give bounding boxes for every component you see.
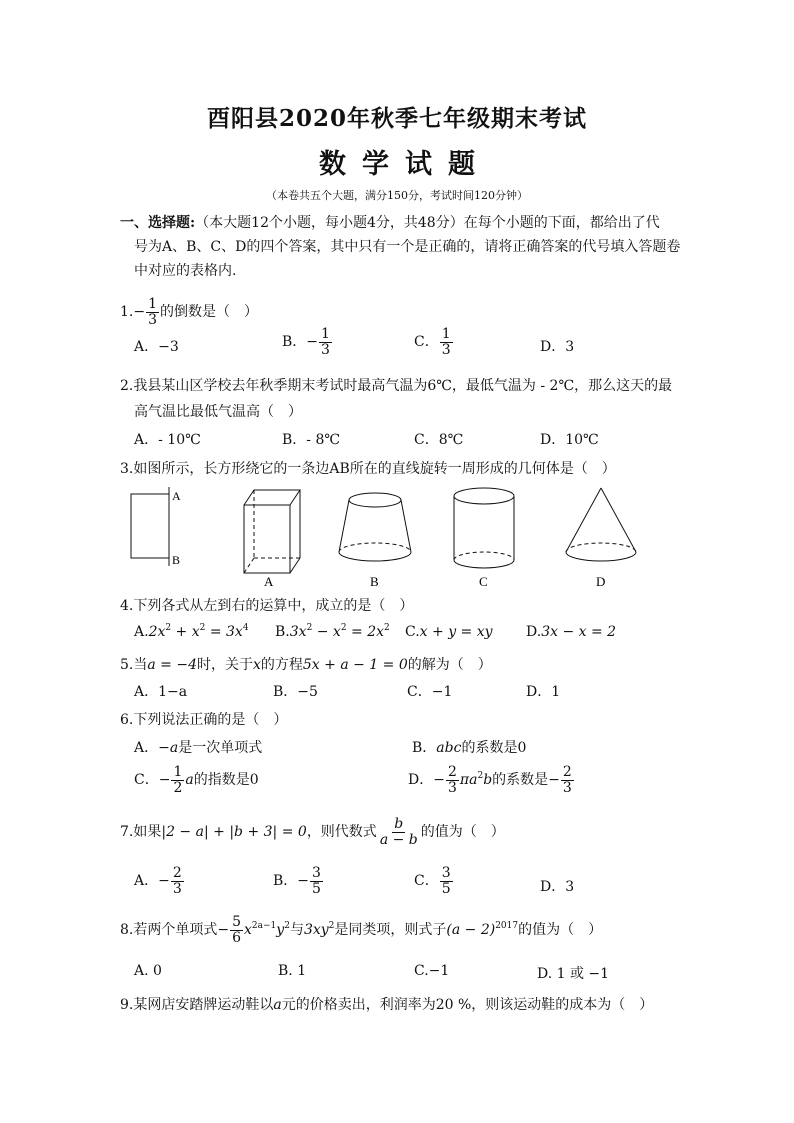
q2-option-b: B．- 8℃ xyxy=(282,432,341,448)
q1-neg: − xyxy=(133,304,146,321)
q4-a-term1: 2x xyxy=(148,624,166,640)
q1-c-num: 1 xyxy=(441,326,451,342)
q7-frac-den: a − b xyxy=(379,831,418,848)
exam-subject xyxy=(0,142,794,181)
q1-number: 1. xyxy=(120,304,134,321)
q6-d-fraction xyxy=(446,765,459,795)
q3-figures xyxy=(120,482,660,592)
q4-b-sup3: 2 xyxy=(384,623,390,633)
q1-c-label: C． xyxy=(414,334,439,351)
q8-y: y xyxy=(276,922,285,939)
q1-b-den: 3 xyxy=(321,341,330,358)
q7-c-den: 5 xyxy=(441,880,451,897)
q1-b-num: 1 xyxy=(321,326,330,342)
q1-c-fraction xyxy=(440,327,453,357)
q6-b-expr: abc xyxy=(436,740,462,756)
subject-char: 数 xyxy=(319,149,346,180)
q1-b-label: B． xyxy=(282,334,307,351)
q4-a-label: A. xyxy=(134,624,149,640)
q7-mid: ，则代数式 xyxy=(306,824,377,841)
q6-d-den: 3 xyxy=(447,779,457,796)
q7-a-fraction xyxy=(171,866,184,896)
q6-a-label: A． xyxy=(134,740,159,756)
q5-pre: 5.当 xyxy=(120,657,148,673)
q8-expr: (a − 2) xyxy=(446,922,496,939)
section1-label: 一、选择题: xyxy=(120,215,196,231)
q7-fraction xyxy=(378,817,420,847)
q4-b-sup2: 2 xyxy=(340,623,347,633)
q5-option-c: C．−1 xyxy=(407,684,453,700)
q6-c-label: C．− xyxy=(134,772,171,789)
q1-option-c xyxy=(414,327,454,357)
q7-c-num: 3 xyxy=(441,865,451,881)
section1-line2: 号为A、B、C、D的四个答案，其中只有一个是正确的，请将正确答案的代号填入答题卷 xyxy=(134,239,681,255)
q8-frac-den: 6 xyxy=(232,929,242,946)
q5-condition: a = −4 xyxy=(147,657,197,673)
q1-option-a: A．−3 xyxy=(134,339,179,355)
q8-mid2: 是同类项，则式子 xyxy=(334,922,447,939)
q4-a-term3: = 3x xyxy=(205,624,243,640)
q7-abs1: |2 − a| xyxy=(161,824,209,841)
q8-stem xyxy=(120,915,602,945)
q7-abs2: |b + 3| xyxy=(229,824,278,841)
q7-b-label: B．− xyxy=(273,873,310,890)
q3-option-d-label: D xyxy=(596,574,606,589)
q4-option-b xyxy=(275,624,390,640)
q7-post: 的值为（ ） xyxy=(420,824,505,841)
frustum-figure xyxy=(339,493,411,561)
q6-c-var: a xyxy=(185,772,194,789)
q6-d-sup: 2 xyxy=(477,771,484,782)
q5-var: x xyxy=(252,657,261,673)
q7-a-den: 3 xyxy=(172,880,182,897)
q4-a-term2: + x xyxy=(171,624,200,640)
q6-d-num2: 2 xyxy=(562,764,572,780)
q6-d-var: πa xyxy=(459,772,478,789)
q8-expr-sup: 2017 xyxy=(495,921,519,932)
q8-pre: 8.若两个单项式− xyxy=(120,922,230,939)
q8-fraction xyxy=(230,915,243,945)
q2-option-a: A．- 10℃ xyxy=(134,432,201,448)
q4-a-sup3: 4 xyxy=(242,623,249,633)
q7-option-a xyxy=(134,866,185,896)
cylinder-figure xyxy=(454,488,514,568)
q1-stem-text: 的倒数是（ ） xyxy=(160,304,259,321)
q8-frac-num: 5 xyxy=(232,914,242,930)
q7-stem xyxy=(120,817,505,847)
q6-d-fraction2 xyxy=(561,765,574,795)
q4-d-label: D. xyxy=(526,624,542,640)
exam-title: 酉阳县2020年秋季七年级期末考试 xyxy=(206,105,587,132)
q1-stem xyxy=(120,297,258,327)
q6-c-text: 的指数是0 xyxy=(193,772,259,789)
q6-c-num: 1 xyxy=(173,764,183,780)
q6-option-d xyxy=(408,765,575,795)
q5-mid: 时，关于 xyxy=(196,657,253,673)
q4-a-sup1: 2 xyxy=(165,623,172,633)
q2-line1: 2.我县某山区学校去年秋季期末考试时最高气温为6℃，最低气温为 - 2℃，那么这天的最 xyxy=(120,378,673,394)
q8-mid: 与 xyxy=(289,922,304,939)
axis-label-b: B xyxy=(172,553,181,567)
q8-option-b: B. 1 xyxy=(278,963,307,979)
section1-line1 xyxy=(120,212,660,232)
section1-line3: 中对应的表格内. xyxy=(134,263,237,279)
q1-c-den: 3 xyxy=(441,341,451,358)
q4-option-a xyxy=(134,624,249,640)
q6-d-var2: b xyxy=(483,772,493,789)
q1-frac-num: 1 xyxy=(148,296,158,312)
q8-option-d: D. 1 或 −1 xyxy=(537,966,610,982)
q8-term2: 3xy xyxy=(303,922,329,939)
q6-c-den: 2 xyxy=(173,779,183,796)
q6-d-den2: 3 xyxy=(562,779,572,796)
q1-option-d: D．3 xyxy=(540,339,575,355)
subject-char: 题 xyxy=(448,149,475,180)
q6-stem: 6.下列说法正确的是（ ） xyxy=(120,712,288,728)
q5-post: 的解为（ ） xyxy=(407,657,492,673)
q7-a-label: A．− xyxy=(134,873,170,890)
q4-option-d xyxy=(526,624,616,640)
subject-char: 试 xyxy=(405,149,432,180)
q7-b-num: 3 xyxy=(312,865,321,881)
q8-x-sup: 2a−1 xyxy=(251,921,277,932)
q9-stem xyxy=(120,994,653,1014)
q6-a-expr: −a xyxy=(158,740,179,756)
q8-option-c: C.−1 xyxy=(414,963,450,979)
q4-b-term3: = 2x xyxy=(346,624,384,640)
q4-b-sup1: 2 xyxy=(306,623,313,633)
q6-option-b xyxy=(412,737,526,757)
q6-b-label: B． xyxy=(412,740,437,756)
q7-b-fraction xyxy=(310,866,323,896)
q7-c-label: C． xyxy=(414,873,439,890)
q5-stem xyxy=(120,654,492,674)
q3-option-a-label: A xyxy=(264,574,274,589)
q2-line2: 高气温比最低气温高（ ） xyxy=(134,404,302,420)
axis-label-a: A xyxy=(172,489,181,503)
q6-b-text: 的系数是0 xyxy=(461,740,527,756)
q7-c-fraction xyxy=(440,866,453,896)
exam-note: （本卷共五个大题，满分150分，考试时间120分钟） xyxy=(266,189,528,202)
q5-mid2: 的方程 xyxy=(260,657,303,673)
q6-d-label: D．− xyxy=(408,772,445,789)
q6-option-a xyxy=(134,737,262,757)
q9-var: a xyxy=(273,997,282,1013)
q1-b-fraction xyxy=(319,327,332,357)
q4-d-expr: 3x − x = 2 xyxy=(541,624,617,640)
q9-post: 元的价格卖出，利润率为20 %，则该运动鞋的成本为（ ） xyxy=(281,997,654,1013)
q3-option-b-label: B xyxy=(370,574,379,589)
cone-figure xyxy=(566,488,636,561)
q2-option-d: D．10℃ xyxy=(540,432,599,448)
q6-option-c xyxy=(134,765,259,795)
q7-b-den: 5 xyxy=(312,880,321,897)
q3-stem: 3.如图所示，长方形绕它的一条边AB所在的直线旋转一周形成的几何体是（ ） xyxy=(120,461,616,477)
q4-c-expr: x + y = xy xyxy=(419,624,493,640)
q7-option-b xyxy=(273,866,324,896)
section1-text1: （本大题12个小题，每小题4分，共48分）在每个小题的下面，都给出了代 xyxy=(195,215,660,231)
subject-char: 学 xyxy=(362,149,389,180)
q1-fraction xyxy=(146,297,159,327)
q4-b-label: B. xyxy=(275,624,290,640)
q8-term2-sup: 2 xyxy=(328,921,335,932)
q7-option-d: D．3 xyxy=(540,879,575,895)
q4-stem: 4.下列各式从左到右的运算中，成立的是（ ） xyxy=(120,598,414,614)
q4-a-sup2: 2 xyxy=(199,623,206,633)
q5-option-a: A．1−a xyxy=(134,684,188,700)
q6-d-text: 的系数是− xyxy=(492,772,560,789)
q7-pre: 7.如果 xyxy=(120,824,162,841)
rectangle-figure xyxy=(131,487,181,567)
q5-option-b: B．−5 xyxy=(273,684,318,700)
q7-a-num: 2 xyxy=(172,865,182,881)
q7-eq: = 0 xyxy=(277,824,307,841)
cuboid-figure xyxy=(244,490,300,573)
q5-option-d: D．1 xyxy=(526,684,561,700)
q7-plus: + xyxy=(208,824,230,841)
q4-b-term1: 3x xyxy=(289,624,307,640)
q4-b-term2: − x xyxy=(312,624,341,640)
q9-pre: 9.某网店安踏牌运动鞋以 xyxy=(120,997,274,1013)
q8-post: 的值为（ ） xyxy=(518,922,603,939)
q1-b-neg: − xyxy=(306,334,319,351)
q5-equation: 5x + a − 1 = 0 xyxy=(302,657,408,673)
q6-d-num: 2 xyxy=(447,764,457,780)
q1-frac-den: 3 xyxy=(148,311,158,328)
q3-option-c-label: C xyxy=(479,574,488,589)
q4-c-label: C. xyxy=(405,624,420,640)
q7-frac-num: b xyxy=(394,816,404,832)
q1-option-b xyxy=(282,327,333,357)
q2-option-c: C．8℃ xyxy=(414,432,464,448)
q8-y-sup: 2 xyxy=(284,921,290,932)
q6-c-fraction xyxy=(171,765,184,795)
q4-option-c xyxy=(405,624,493,640)
q8-x: x xyxy=(244,922,252,939)
q8-option-a: A. 0 xyxy=(134,963,162,979)
q7-option-c xyxy=(414,866,454,896)
q6-a-text: 是一次单项式 xyxy=(178,740,263,756)
